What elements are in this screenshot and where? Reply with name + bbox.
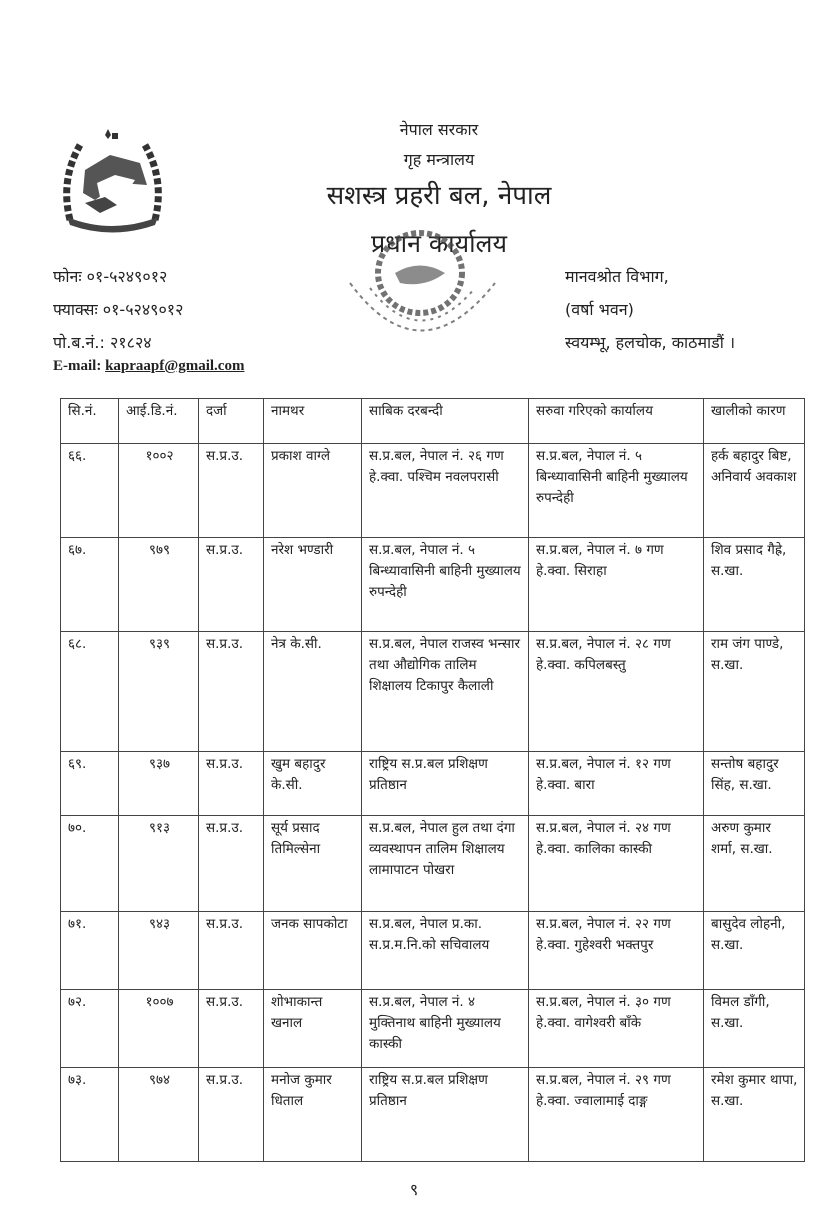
id-number: ९७४ [119, 1068, 199, 1162]
vacancy-reason: सन्तोष बहादुर सिंह, स.खा. [704, 752, 805, 816]
transferred-to: स.प्र.बल, नेपाल नं. २८ गण हे.क्वा. कपिलबस्तु [529, 632, 704, 752]
vacancy-reason: बासुदेव लोहनी, स.खा. [704, 912, 805, 990]
person-name: प्रकाश वाग्ले [264, 444, 362, 538]
id-number: ९१३ [119, 816, 199, 912]
id-number: ९७९ [119, 538, 199, 632]
rank: स.प्र.उ. [199, 816, 264, 912]
fax-number: फ्याक्सः ०१-५२४९०१२ [53, 300, 184, 319]
vacancy-reason: रमेश कुमार थापा, स.खा. [704, 1068, 805, 1162]
vacancy-reason: अरुण कुमार शर्मा, स.खा. [704, 816, 805, 912]
page-number: ९ [409, 1180, 419, 1199]
id-number: १००७ [119, 990, 199, 1068]
table-row [61, 912, 805, 990]
previous-post: स.प्र.बल, नेपाल हुल तथा दंगा व्यवस्थापन तालिम शिक्षालय लामापाटन पोखरा [362, 816, 529, 912]
vacancy-reason: राम जंग पाण्डे, स.खा. [704, 632, 805, 752]
column-header-name: नामथर [264, 399, 362, 444]
transferred-to: स.प्र.बल, नेपाल नं. ७ गण हे.क्वा. सिराहा [529, 538, 704, 632]
serial-number: ७१. [61, 912, 119, 990]
transferred-to: स.प्र.बल, नेपाल नं. ३० गण हे.क्वा. वागेश्वरी बाँके [529, 990, 704, 1068]
table-header-row [61, 399, 805, 444]
po-box: पो.ब.नं.: २१८२४ [53, 333, 152, 352]
table-row [61, 538, 805, 632]
government-name: नेपाल सरकार [399, 120, 479, 139]
table-row [61, 990, 805, 1068]
table-row [61, 752, 805, 816]
previous-post: स.प्र.बल, नेपाल प्र.का. स.प्र.म.नि.को सचिवालय [362, 912, 529, 990]
table-row [61, 816, 805, 912]
column-header-rank: दर्जा [199, 399, 264, 444]
person-name: जनक सापकोटा [264, 912, 362, 990]
organization-name: सशस्त्र प्रहरी बल, नेपाल [326, 181, 552, 211]
previous-post: राष्ट्रिय स.प्र.बल प्रशिक्षण प्रतिष्ठान [362, 752, 529, 816]
person-name: नरेश भण्डारी [264, 538, 362, 632]
email-label: E-mail: [53, 358, 102, 374]
previous-post: स.प्र.बल, नेपाल राजस्व भन्सार तथा औद्योगिक तालिम शिक्षालय टिकापुर कैलाली [362, 632, 529, 752]
ministry-name: गृह मन्त्रालय [403, 150, 475, 169]
previous-post: स.प्र.बल, नेपाल नं. ५ बिन्ध्यावासिनी बाहिनी मुख्यालय रुपन्देही [362, 538, 529, 632]
table-row [61, 444, 805, 538]
rank: स.प्र.उ. [199, 1068, 264, 1162]
previous-post: स.प्र.बल, नेपाल नं. २६ गण हे.क्वा. पश्चिम नवलपरासी [362, 444, 529, 538]
person-name: खुम बहादुर के.सी. [264, 752, 362, 816]
previous-post: राष्ट्रिय स.प्र.बल प्रशिक्षण प्रतिष्ठान [362, 1068, 529, 1162]
transferred-to: स.प्र.बल, नेपाल नं. ५ बिन्ध्यावासिनी बाहिनी मुख्यालय रुपन्देही [529, 444, 704, 538]
office-name: प्रधान कार्यालय [371, 229, 507, 258]
serial-number: ६६. [61, 444, 119, 538]
email-line [53, 358, 244, 375]
transferred-to: स.प्र.बल, नेपाल नं. २९ गण हे.क्वा. ज्वालामाई दाङ्ग [529, 1068, 704, 1162]
office-seal-stamp-icon [330, 228, 510, 358]
id-number: ९३७ [119, 752, 199, 816]
serial-number: ६८. [61, 632, 119, 752]
rank: स.प्र.उ. [199, 912, 264, 990]
vacancy-reason: विमल डाँगी, स.खा. [704, 990, 805, 1068]
serial-number: ७२. [61, 990, 119, 1068]
column-header-transferred-to: सरुवा गरिएको कार्यालय [529, 399, 704, 444]
vacancy-reason: हर्क बहादुर बिष्ट, अनिवार्य अवकाश [704, 444, 805, 538]
person-name: शोभाकान्त खनाल [264, 990, 362, 1068]
rank: स.प्र.उ. [199, 752, 264, 816]
id-number: १००२ [119, 444, 199, 538]
email-link[interactable]: kapraapf@gmail.com [105, 358, 245, 374]
person-name: सूर्य प्रसाद तिमिल्सेना [264, 816, 362, 912]
column-header-id: आई.डि.नं. [119, 399, 199, 444]
serial-number: ६९. [61, 752, 119, 816]
rank: स.प्र.उ. [199, 990, 264, 1068]
serial-number: ७३. [61, 1068, 119, 1162]
transferred-to: स.प्र.बल, नेपाल नं. २४ गण हे.क्वा. कालिका कास्की [529, 816, 704, 912]
department-address: स्वयम्भू, हलचोक, काठमाडौं । [565, 333, 736, 352]
transferred-to: स.प्र.बल, नेपाल नं. २२ गण हे.क्वा. गुहेश्वरी भक्तपुर [529, 912, 704, 990]
department-building: (वर्षा भवन) [565, 300, 634, 319]
table-row [61, 632, 805, 752]
rank: स.प्र.उ. [199, 444, 264, 538]
person-name: मनोज कुमार धिताल [264, 1068, 362, 1162]
transferred-to: स.प्र.बल, नेपाल नं. १२ गण हे.क्वा. बारा [529, 752, 704, 816]
column-header-vacancy-reason: खालीको कारण [704, 399, 805, 444]
id-number: ९४३ [119, 912, 199, 990]
id-number: ९३९ [119, 632, 199, 752]
rank: स.प्र.उ. [199, 632, 264, 752]
table-row [61, 1068, 805, 1162]
transfer-table [60, 398, 805, 1162]
person-name: नेत्र के.सी. [264, 632, 362, 752]
phone-number: फोनः ०१-५२४९०१२ [53, 267, 168, 286]
column-header-serial: सि.नं. [61, 399, 119, 444]
previous-post: स.प्र.बल, नेपाल नं. ४ मुक्तिनाथ बाहिनी मुख्यालय कास्की [362, 990, 529, 1068]
vacancy-reason: शिव प्रसाद गैह्रे, स.खा. [704, 538, 805, 632]
serial-number: ७०. [61, 816, 119, 912]
column-header-previous-post: साबिक दरबन्दी [362, 399, 529, 444]
serial-number: ६७. [61, 538, 119, 632]
rank: स.प्र.उ. [199, 538, 264, 632]
department-name: मानवश्रोत विभाग, [565, 267, 669, 286]
